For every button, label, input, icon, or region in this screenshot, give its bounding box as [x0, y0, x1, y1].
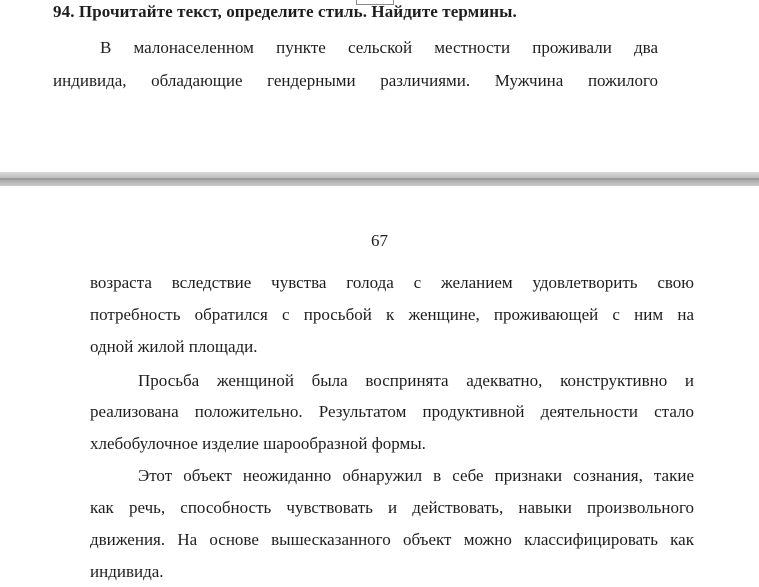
- text-line: индивида, обладающие гендерными различиями. Мужчина пожилого: [53, 71, 658, 90]
- text-line: движения. На основе вышесказанного объект можно классифицировать как: [90, 530, 694, 549]
- text-line: реализована положительно. Результатом продуктивной деятельности стало: [90, 402, 694, 421]
- page-separator-line: [0, 178, 759, 180]
- text-line: индивида.: [90, 562, 164, 581]
- text-line: Этот объект неожиданно обнаружил в себе признаки сознания, такие: [138, 466, 694, 485]
- text-line: возраста вследствие чувства голода с желанием удовлетворить свою: [90, 273, 694, 292]
- text-line: как речь, способность чувствовать и действовать, навыки произвольного: [90, 498, 694, 517]
- text-line: потребность обратился с просьбой к женщине, проживающей с ним на: [90, 305, 694, 324]
- text-line: В малонаселенном пункте сельской местности проживали два: [100, 38, 658, 57]
- text-line: Просьба женщиной была воспринята адекватно, конструктивно и: [138, 371, 694, 390]
- exercise-heading: 94. Прочитайте текст, определите стиль. Найдите термины.: [53, 2, 517, 21]
- previous-page: [0, 0, 759, 172]
- page-separator: [0, 172, 759, 186]
- page-number: 67: [371, 231, 388, 250]
- text-line: хлебобулочное изделие шарообразной формы.: [90, 434, 426, 453]
- text-line: одной жилой площади.: [90, 337, 258, 356]
- current-page: [0, 186, 759, 587]
